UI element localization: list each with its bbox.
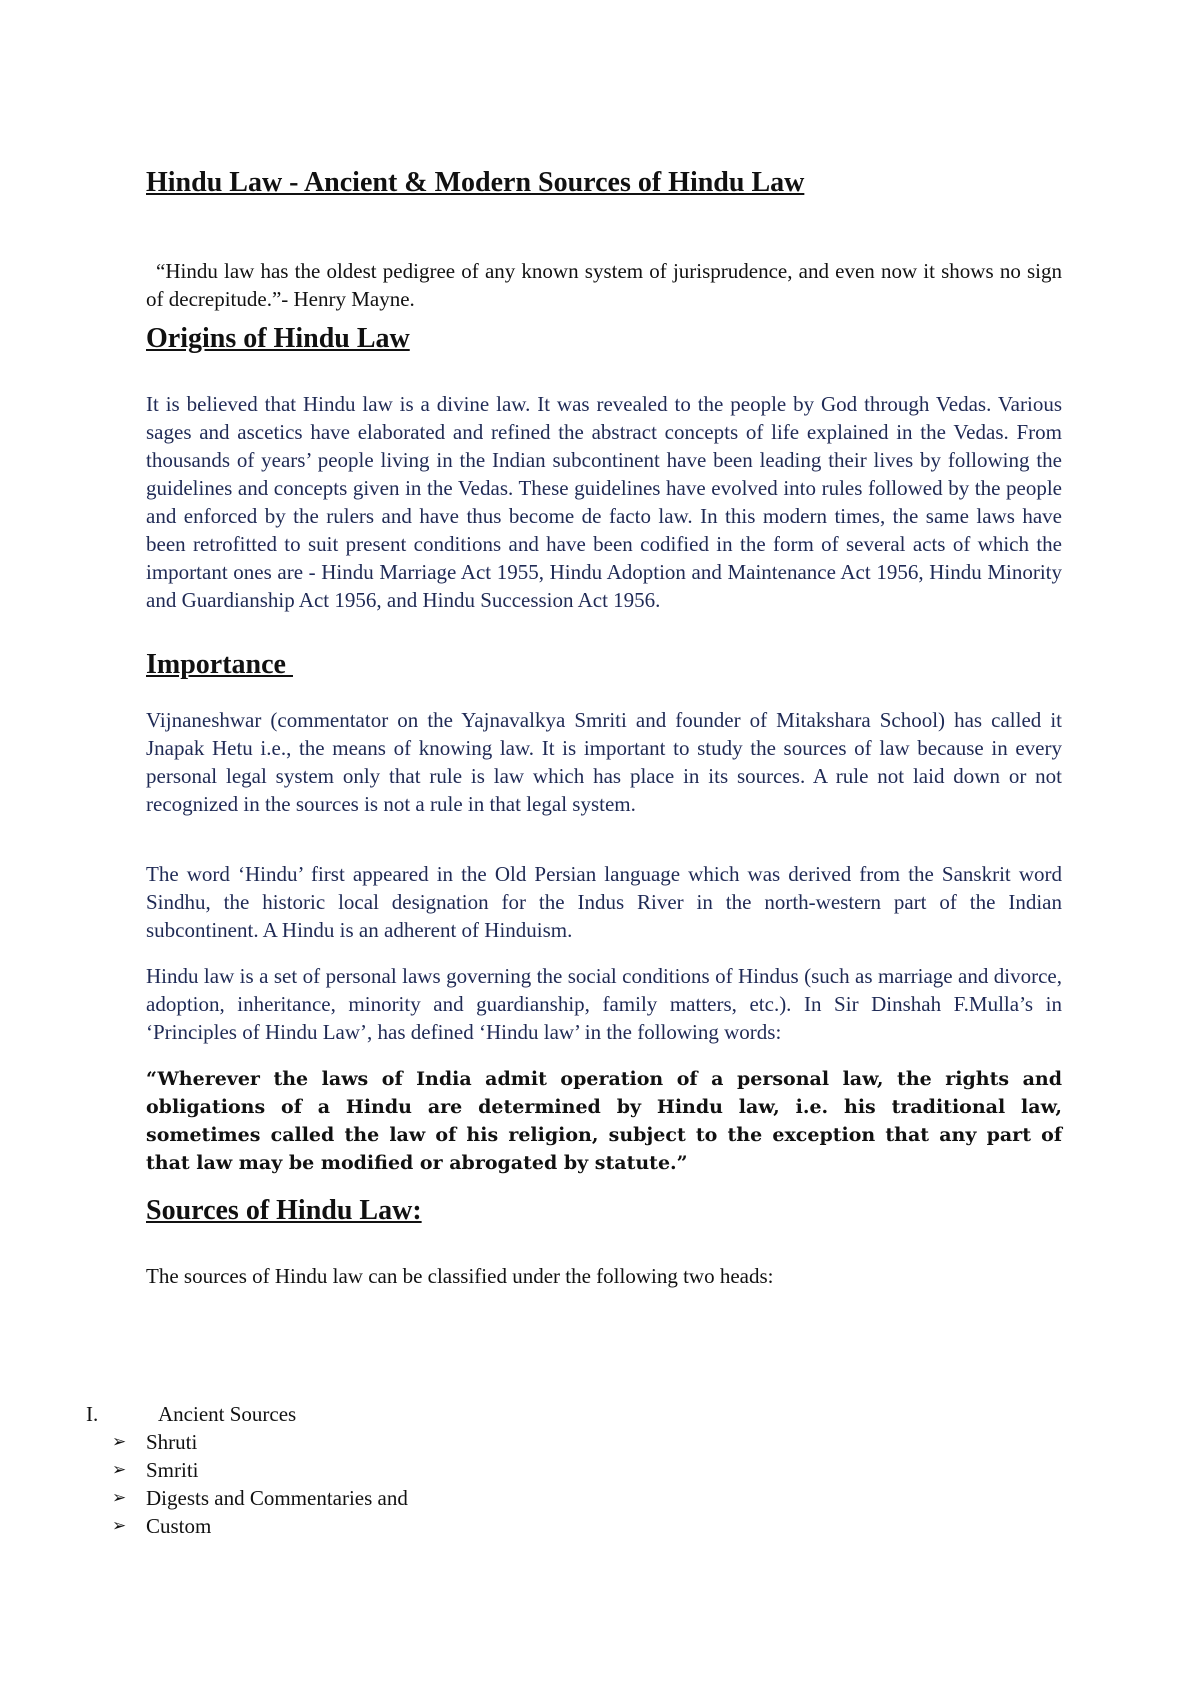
importance-paragraph-2: The word ‘Hindu’ first appeared in the Old Persian language which was derived from the Sanskrit word Sindhu, the historic local designation for the Indus River in the north-western part of the Indian subcontinent. A Hindu is an adherent of Hinduism. [146,862,1062,942]
list-item [112,1512,1062,1540]
list-item [112,1456,1062,1484]
ancient-sources-label: Ancient Sources [158,1402,297,1426]
arrow-bullet-icon: ➢ [112,1516,127,1535]
importance-paragraph-3: Hindu law is a set of personal laws governing the social conditions of Hindus (such as marriage and divorce, adoption, inheritance, minority and guardianship, family matters, etc.). In Sir Dinshah F.Mulla’s in ‘Principles of Hindu Law’, has defined ‘Hindu law’ in the following words: [146,964,1062,1044]
origins-heading: Origins of Hindu Law [146,323,410,354]
mulla-definition-quote: “Wherever the laws of India admit operation of a personal law, the rights and obligations of a Hindu are determined by Hindu law, i.e. his traditional law, sometimes called the law of his religion, subject to the exception that any part of that law may be modified or abrogated by statute.” [146,1068,1062,1174]
list-item-label: Custom [146,1514,212,1538]
list-item-label: Digests and Commentaries and [146,1486,408,1510]
sources-intro: The sources of Hindu law can be classified under the following two heads: [146,1264,774,1288]
epigraph-quote: “Hindu law has the oldest pedigree of any known system of jurisprudence, and even now it shows no sign of decrepitude.”- Henry Mayne. [146,259,1062,311]
importance-paragraph-1: Vijnaneshwar (commentator on the Yajnavalkya Smriti and founder of Mitakshara School) has called it Jnapak Hetu i.e., the means of knowing law. It is important to study the sources of law because in every personal legal system only that rule is law which has place in its sources. A rule not laid down or not recognized in the sources is not a rule in that legal system. [146,708,1062,816]
sources-list [86,1400,1062,1540]
arrow-bullet-icon: ➢ [112,1432,127,1451]
document-title: Hindu Law - Ancient & Modern Sources of Hindu Law [146,167,805,198]
arrow-bullet-icon: ➢ [112,1488,127,1507]
origins-paragraph: It is believed that Hindu law is a divine law. It was revealed to the people by God through Vedas. Various sages and ascetics have elaborated and refined the abstract concepts of life explained in the Vedas. From thousands of years’ people living in the Indian subcontinent have been leading their lives by following the guidelines and concepts given in the Vedas. These guidelines have evolved into rules followed by the people and enforced by the rulers and have thus become de facto law. In this modern times, the same laws have been retrofitted to suit present conditions and have been codified in the form of several acts of which the important ones are - Hindu Marriage Act 1955, Hindu Adoption and Maintenance Act 1956, Hindu Minority and Guardianship Act 1956, and Hindu Succession Act 1956. [146,392,1062,612]
arrow-bullet-icon: ➢ [112,1460,127,1479]
list-heading-ancient [86,1400,1062,1428]
list-item [112,1484,1062,1512]
list-item [112,1428,1062,1456]
list-item-label: Shruti [146,1430,198,1454]
importance-heading: Importance [146,649,293,680]
roman-numeral: I. [86,1402,99,1426]
list-item-label: Smriti [146,1458,199,1482]
sources-heading: Sources of Hindu Law: [146,1195,422,1226]
